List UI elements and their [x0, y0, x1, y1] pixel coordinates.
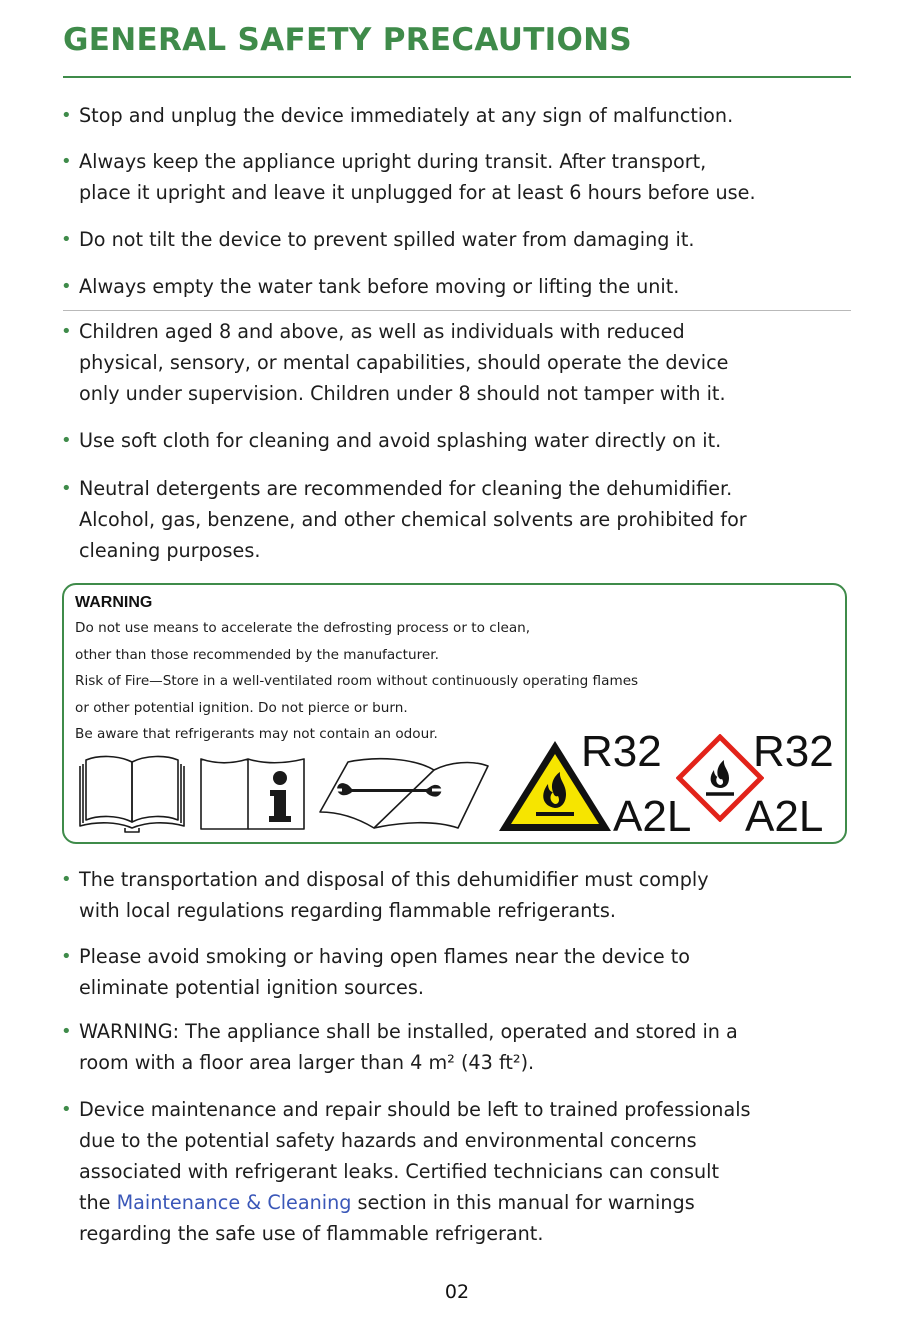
bullet-text: WARNING: The appliance shall be installed, operated and stored in a: [79, 1020, 738, 1043]
bullet-item: [61, 1094, 751, 1249]
bullet-item: [61, 271, 680, 302]
bullet-text: Neutral detergents are recommended for cleaning the dehumidifier.: [79, 477, 733, 500]
bullet-dot: •: [61, 946, 72, 967]
bullet-dot: •: [61, 321, 72, 342]
refrigerant-code-label: R32: [753, 727, 834, 776]
bullet-dot: •: [61, 151, 72, 172]
bullet-item: [61, 224, 695, 255]
bullet-text: cleaning purposes.: [79, 539, 261, 562]
bullet-item: [61, 941, 691, 1003]
bullet-text: room with a floor area larger than 4 m² (43 ft²).: [79, 1051, 535, 1074]
warning-text: Be aware that refrigerants may not contain an odour.: [75, 726, 438, 742]
page-number: 02: [444, 1281, 470, 1303]
title-divider: [63, 76, 851, 78]
maintenance-cleaning-link[interactable]: Maintenance & Cleaning: [116, 1191, 352, 1214]
bullet-text: Stop and unplug the device immediately at any sign of malfunction.: [79, 104, 734, 127]
warning-text: or other potential ignition. Do not pierce or burn.: [75, 700, 408, 716]
bullet-text: [79, 1187, 751, 1218]
bullet-text: with local regulations regarding flammable refrigerants.: [79, 899, 616, 922]
bullet-text: The transportation and disposal of this dehumidifier must comply: [79, 868, 709, 891]
bullet-text: Always empty the water tank before moving or lifting the unit.: [79, 275, 680, 298]
warning-text: Risk of Fire—Store in a well-ventilated room without continuously operating flames: [75, 673, 639, 689]
bullet-text: Device maintenance and repair should be left to trained professionals: [79, 1098, 751, 1121]
manual-book-icon: [76, 752, 188, 834]
info-manual-icon: [198, 756, 308, 832]
bullet-text-prefix: the: [79, 1191, 117, 1214]
warning-title: WARNING: [75, 594, 153, 611]
bullet-text: Alcohol, gas, benzene, and other chemical solvents are prohibited for: [79, 508, 747, 531]
bullet-item: [61, 473, 747, 566]
bullet-text: Children aged 8 and above, as well as individuals with reduced: [79, 320, 685, 343]
bullet-dot: •: [61, 1021, 72, 1042]
bullet-dot: •: [61, 105, 72, 126]
bullet-dot: •: [61, 229, 72, 250]
bullet-item: [61, 146, 756, 208]
bullet-dot: •: [61, 1099, 72, 1120]
bullet-dot: •: [61, 869, 72, 890]
bullet-text: Do not tilt the device to prevent spilled water from damaging it.: [79, 228, 695, 251]
bullet-item: [61, 100, 734, 131]
bullet-text: due to the potential safety hazards and environmental concerns: [79, 1129, 697, 1152]
safety-class-label: A2L: [745, 792, 824, 841]
bullet-item: [61, 1016, 738, 1078]
bullet-dot: •: [61, 478, 72, 499]
warning-text: Do not use means to accelerate the defrosting process or to clean,: [75, 620, 531, 636]
bullet-text: Please avoid smoking or having open flames near the device to: [79, 945, 691, 968]
bullet-dot: •: [61, 276, 72, 297]
bullet-text: Always keep the appliance upright during transit. After transport,: [79, 150, 707, 173]
bullet-text-suffix: section in this manual for warnings: [351, 1191, 695, 1214]
bullet-text: associated with refrigerant leaks. Certified technicians can consult: [79, 1160, 719, 1183]
bullet-item: [61, 316, 729, 409]
page-title: GENERAL SAFETY PRECAUTIONS: [63, 22, 633, 58]
bullet-text: Use soft cloth for cleaning and avoid splashing water directly on it.: [79, 429, 722, 452]
bullet-text: eliminate potential ignition sources.: [79, 976, 424, 999]
safety-class-label: A2L: [613, 792, 692, 841]
service-manual-icon: [316, 756, 492, 832]
bullet-dot: •: [61, 430, 72, 451]
bullet-text: only under supervision. Children under 8 should not tamper with it.: [79, 382, 726, 405]
section-divider: [63, 310, 851, 311]
bullet-item: [61, 425, 722, 456]
bullet-text: place it upright and leave it unplugged for at least 6 hours before use.: [79, 181, 756, 204]
refrigerant-code-label: R32: [581, 727, 662, 776]
warning-text: other than those recommended by the manufacturer.: [75, 647, 439, 663]
bullet-text: regarding the safe use of flammable refrigerant.: [79, 1222, 544, 1245]
bullet-text: physical, sensory, or mental capabilities, should operate the device: [79, 351, 729, 374]
bullet-item: [61, 864, 709, 926]
